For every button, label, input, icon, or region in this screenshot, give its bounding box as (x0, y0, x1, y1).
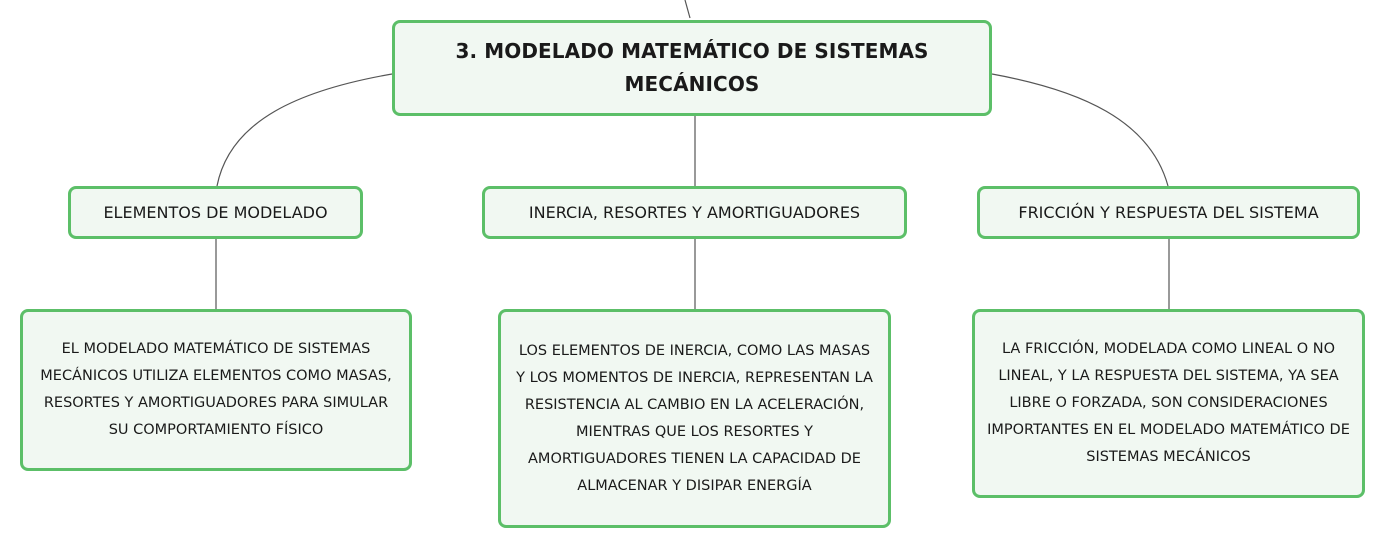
connector-root-topic-3 (992, 74, 1168, 186)
detail-text: LOS ELEMENTOS DE INERCIA, COMO LAS MASAS Y LOS MOMENTOS DE INERCIA, REPRESENTAN LA RESISTENCIA AL CAMBIO EN LA ACELERACIÓN, MIENTRAS QUE LOS RESORTES Y AMORTIGUADORES TIENEN LA CAPACIDAD DE ALMACENAR Y DISIPAR ENERGÍA (516, 342, 873, 494)
parent-connector (685, 0, 690, 18)
connector-root-topic-1 (217, 74, 392, 186)
detail-text: EL MODELADO MATEMÁTICO DE SISTEMAS MECÁNICOS UTILIZA ELEMENTOS COMO MASAS, RESORTES Y AMORTIGUADORES PARA SIMULAR SU COMPORTAMIENTO FÍSICO (40, 341, 392, 438)
detail-text: LA FRICCIÓN, MODELADA COMO LINEAL O NO LINEAL, Y LA RESPUESTA DEL SISTEMA, YA SEA LIBRE O FORZADA, SON CONSIDERACIONES IMPORTANTES EN EL MODELADO MATEMÁTICO DE SISTEMAS MECÁNICOS (987, 341, 1350, 465)
topic-label: INERCIA, RESORTES Y AMORTIGUADORES (528, 202, 861, 222)
detail-elementos-de-modelado[interactable] (20, 309, 412, 471)
central-topic-title: 3. MODELADO MATEMÁTICO DE SISTEMAS MECÁNICOS (455, 39, 929, 96)
topic-friccion-respuesta-sistema[interactable] (977, 186, 1360, 239)
topic-label: FRICCIÓN Y RESPUESTA DEL SISTEMA (1018, 202, 1319, 222)
detail-friccion-respuesta-sistema[interactable] (972, 309, 1365, 498)
topic-label: ELEMENTOS DE MODELADO (103, 202, 328, 222)
topic-elementos-de-modelado[interactable] (68, 186, 363, 239)
detail-inercia-resortes-amortiguadores[interactable] (498, 309, 891, 528)
central-topic[interactable] (392, 20, 992, 116)
topic-inercia-resortes-amortiguadores[interactable] (482, 186, 907, 239)
